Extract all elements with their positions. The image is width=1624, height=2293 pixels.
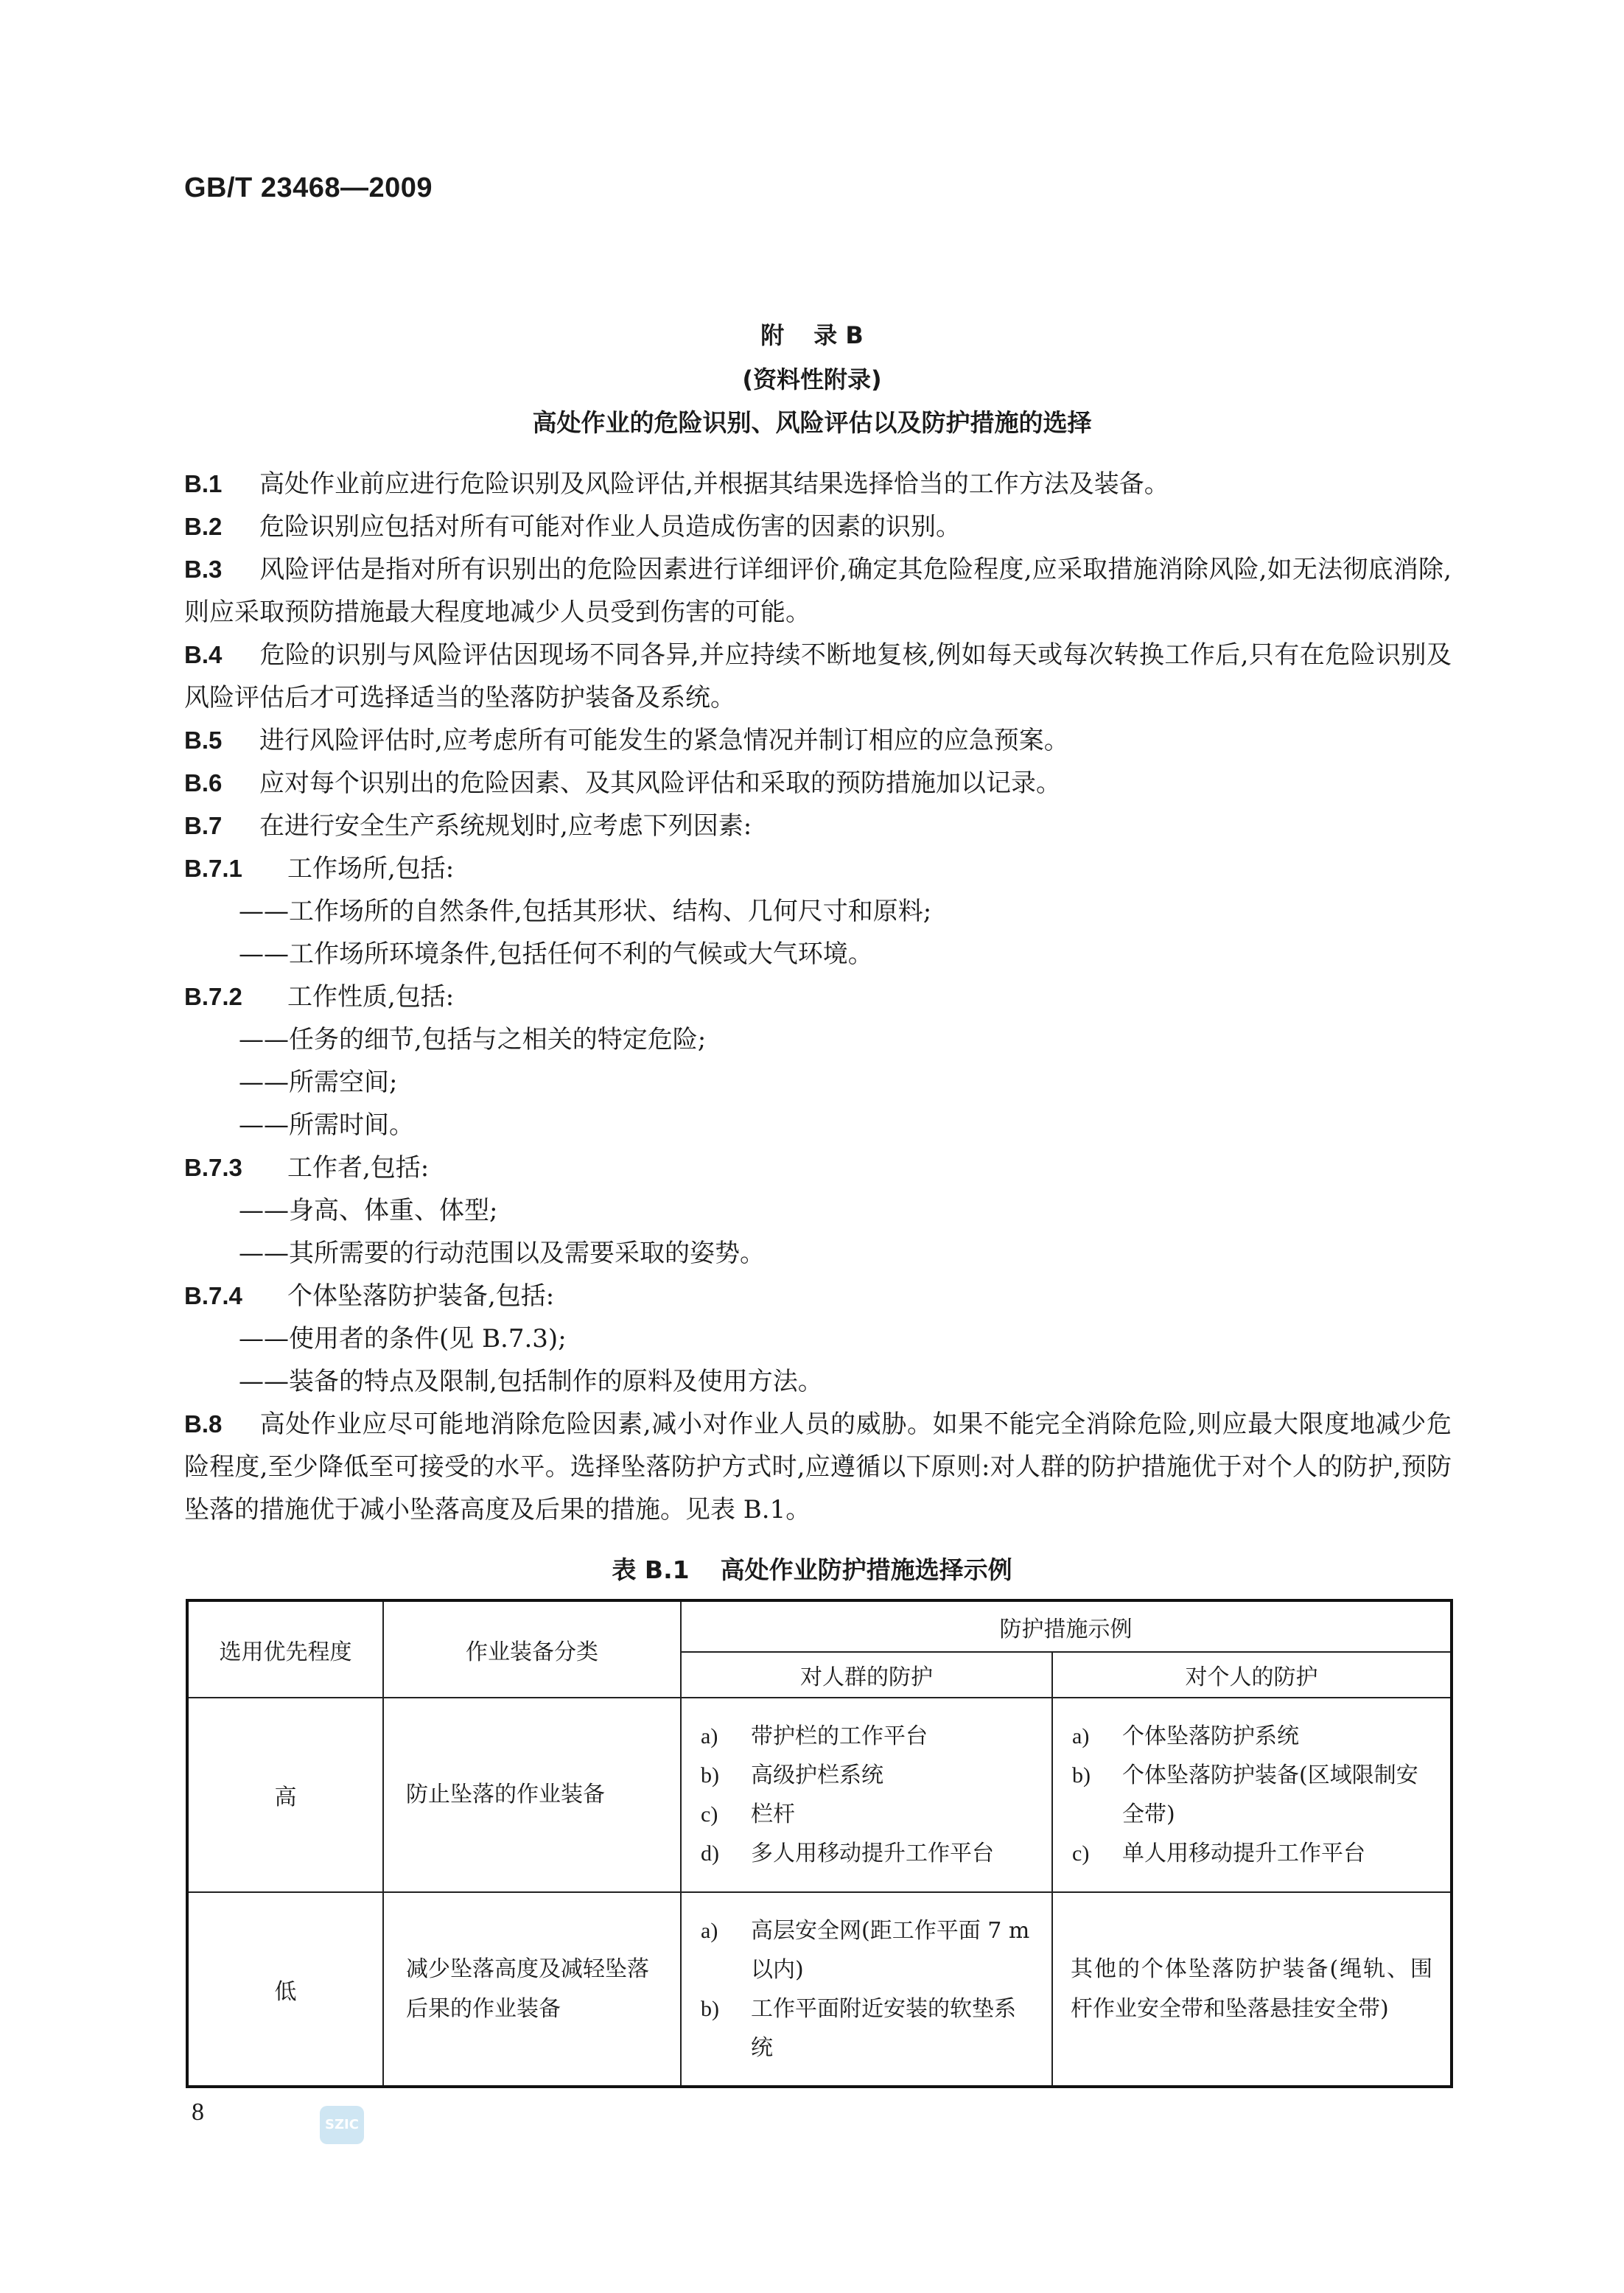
individual-measures-cell: 其他的个体坠落防护装备(绳轨、围杆作业安全带和坠落悬挂安全带) [1052, 1892, 1452, 2087]
group-measures-cell [681, 1892, 1052, 2087]
table-row [187, 1892, 1452, 2087]
list-item: c) 栏杆 [701, 1802, 795, 1827]
clause-b7-2: B.7.2 工作性质,包括: [184, 982, 455, 1012]
header-priority: 选用优先程度 [187, 1600, 383, 1698]
priority-cell: 高 [187, 1698, 383, 1892]
clause-b7-4: B.7.4 个体坠落防护装备,包括: [184, 1281, 555, 1311]
list-item: a) 高层安全网(距工作平面 7 m 以内) [701, 1917, 1030, 1983]
list-item: c) 单人用移动提升工作平台 [1072, 1841, 1365, 1866]
clause-b8: B.8 高处作业应尽可能地消除危险因素,减小对作业人员的威胁。如果不能完全消除危险,则应最大限度地减少危险程度,至少降低至可接受的水平。选择坠落防护方式时,应遵循以下原则:对人群的防护措施优于对个人的防护,预防坠落的措施优于减小坠落高度及后果的措施。见表 B.1。 [184, 1410, 1452, 1524]
list-item: ——装备的特点及限制,包括制作的原料及使用方法。 [239, 1367, 823, 1396]
list-item: a) 带护栏的工作平台 [701, 1723, 928, 1749]
clause-b7-1: B.7.1 工作场所,包括: [184, 854, 455, 883]
list-item: b) 高级护栏系统 [701, 1762, 883, 1788]
list-item: ——所需时间。 [239, 1110, 414, 1140]
clause-b1: B.1 高处作业前应进行危险识别及风险评估,并根据其结果选择恰当的工作方法及装备。 [184, 469, 1169, 499]
category-cell: 防止坠落的作业装备 [383, 1698, 681, 1892]
document-body [184, 463, 1452, 1531]
publisher-logo: SZIC [320, 2106, 364, 2144]
clause-b3: B.3 风险评估是指对所有识别出的危险因素进行详细评价,确定其危险程度,应采取措施消除风险,如无法彻底消除,则应采取预防措施最大程度地减少人员受到伤害的可能。 [184, 555, 1452, 627]
clause-b5: B.5 进行风险评估时,应考虑所有可能发生的紧急情况并制订相应的应急预案。 [184, 726, 1069, 755]
clause-b7-3: B.7.3 工作者,包括: [184, 1153, 430, 1183]
category-cell: 减少坠落高度及减轻坠落后果的作业装备 [383, 1892, 681, 2087]
list-item: ——身高、体重、体型; [239, 1196, 498, 1225]
list-item: ——所需空间; [239, 1068, 398, 1097]
header-category: 作业装备分类 [383, 1600, 681, 1698]
clause-b4: B.4 危险的识别与风险评估因现场不同各异,并应持续不断地复核,例如每天或每次转换工作后,只有在危险识别及风险评估后才可选择适当的坠落防护装备及系统。 [184, 640, 1452, 713]
standard-code: GB/T 23468—2009 [184, 172, 433, 203]
list-item: ——任务的细节,包括与之相关的特定危险; [239, 1025, 707, 1054]
list-item: d) 多人用移动提升工作平台 [701, 1841, 994, 1866]
protection-measures-table [186, 1599, 1453, 2088]
table-caption: 表 B.1 高处作业防护措施选择示例 [612, 1555, 1012, 1584]
priority-cell: 低 [187, 1892, 383, 2087]
annex-heading: 高处作业的危险识别、风险评估以及防护措施的选择 [532, 408, 1092, 437]
list-item: ——其所需要的行动范围以及需要采取的姿势。 [239, 1239, 765, 1268]
list-item: b) 个体坠落防护装备(区域限制安全带) [1072, 1762, 1418, 1827]
list-item: ——工作场所的自然条件,包括其形状、结构、几何尺寸和原料; [239, 897, 932, 926]
header-examples: 防护措施示例 [681, 1600, 1452, 1652]
list-item: a) 个体坠落防护系统 [1072, 1723, 1299, 1749]
list-item: b) 工作平面附近安装的软垫系统 [701, 1995, 1016, 2061]
annex-title: 附 录 B [760, 321, 864, 349]
table-row [187, 1698, 1452, 1892]
clause-b7: B.7 在进行安全生产系统规划时,应考虑下列因素: [184, 811, 752, 841]
page-number: 8 [192, 2098, 204, 2126]
annex-type: (资料性附录) [742, 365, 882, 393]
list-item: ——使用者的条件(见 B.7.3); [239, 1324, 567, 1354]
clause-b2: B.2 危险识别应包括对所有可能对作业人员造成伤害的因素的识别。 [184, 512, 961, 542]
clause-b6: B.6 应对每个识别出的危险因素、及其风险评估和采取的预防措施加以记录。 [184, 769, 1061, 798]
individual-measures-cell [1052, 1698, 1452, 1892]
header-individual-protection: 对个人的防护 [1052, 1652, 1452, 1698]
group-measures-cell [681, 1698, 1052, 1892]
list-item: ——工作场所环境条件,包括任何不利的气候或大气环境。 [239, 939, 873, 969]
header-group-protection: 对人群的防护 [681, 1652, 1052, 1698]
